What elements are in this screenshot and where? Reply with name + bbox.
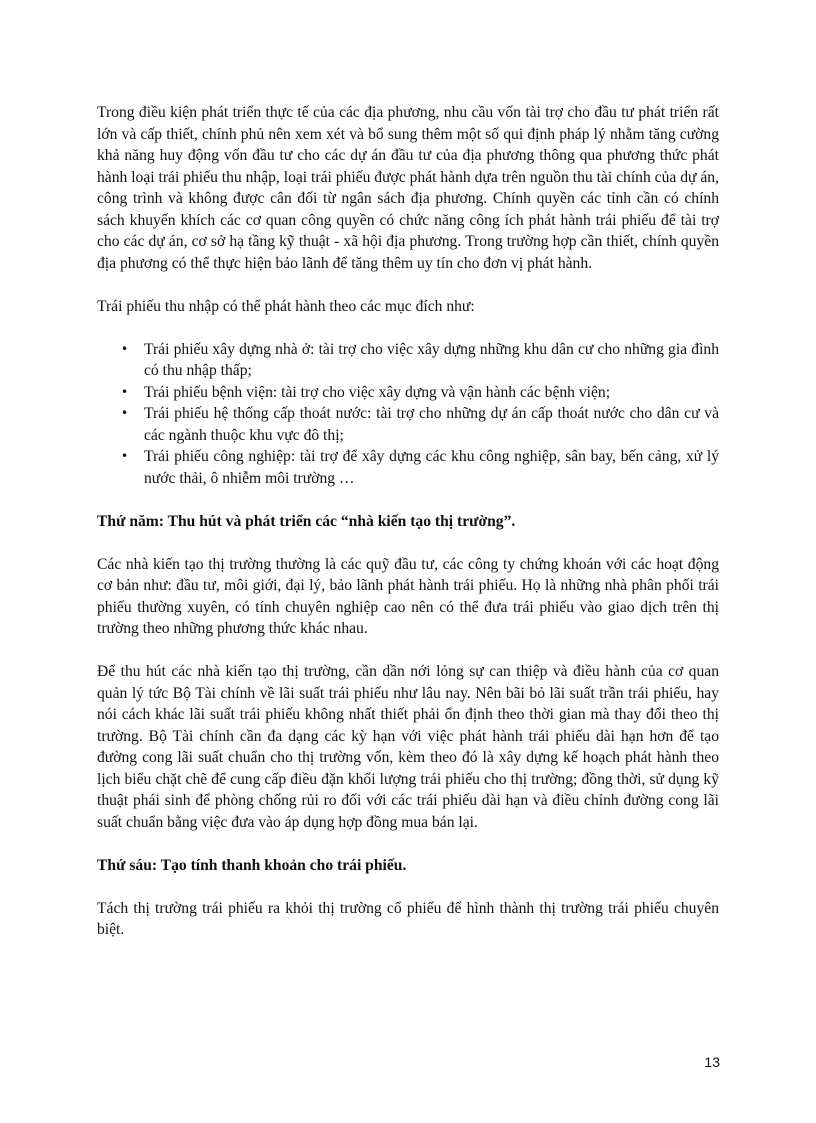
page-content: [97, 102, 719, 941]
paragraph-separate-bond-market: Tách thị trường trái phiếu ra khỏi thị trường cổ phiếu để hình thành thị trường trái phiếu chuyên biệt.: [97, 899, 719, 938]
section-heading-sixth: Thứ sáu: Tạo tính thanh khoản cho trái phiếu.: [97, 856, 407, 874]
paragraph-market-makers: Các nhà kiến tạo thị trường thường là các quỹ đầu tư, các công ty chứng khoán với các hoạt động cơ bản như: đầu tư, môi giới, đại lý, bảo lãnh phát hành trái phiếu. Họ là những nhà phân phối trái phiếu thường xuyên, có tính chuyên nghiệp cao nên có thể đưa trái phiếu vào giao dịch trên thị trường theo những phương thức khác nhau.: [97, 555, 719, 637]
page-number: 13: [704, 1054, 720, 1070]
list-item: • Trái phiếu công nghiệp: tài trợ để xây dựng các khu công nghiệp, sân bay, bến cảng, xử lý nước thải, ô nhiễm môi trường …: [144, 446, 719, 489]
list-item: • Trái phiếu bệnh viện: tài trợ cho việc xây dựng và vận hành các bệnh viện;: [144, 382, 719, 404]
section-heading-fifth: Thứ năm: Thu hút và phát triển các “nhà kiến tạo thị trường”.: [97, 512, 516, 530]
list-item: • Trái phiếu xây dựng nhà ở: tài trợ cho việc xây dựng những khu dân cư cho những gia đình có thu nhập thấp;: [144, 339, 719, 382]
paragraph-revenue-bond-purposes: Trái phiếu thu nhập có thể phát hành theo các mục đích như:: [97, 297, 475, 315]
paragraph-attract-market-makers: Để thu hút các nhà kiến tạo thị trường, cần dần nới lỏng sự can thiệp và điều hành của cơ quan quản lý tức Bộ Tài chính về lãi suất trái phiếu như lâu nay. Nên bãi bỏ lãi suất trần trái phiếu, hay nói cách khác lãi suất trái phiếu không nhất thiết phải ổn định theo thời gian mà thay đổi theo thị trường. Bộ Tài chính cần đa dạng các kỳ hạn với việc phát hành trái phiếu dài hạn hơn để tạo đường cong lãi suất chuẩn cho thị trường vốn, kèm theo đó là xây dựng kế hoạch phát hành theo lịch biểu chặt chẽ để cung cấp điều đặn khối lượng trái phiếu cho thị trường; đồng thời, sử dụng kỹ thuật phái sinh để phòng chống rủi ro đối với các trái phiếu dài hạn và điều chỉnh đường cong lãi suất chuẩn bằng việc đưa vào áp dụng hợp đồng mua bán lại.: [97, 663, 719, 831]
paragraph-revenue-bonds-policy: Trong điều kiện phát triển thực tế của các địa phương, nhu cầu vốn tài trợ cho đầu tư phát triển rất lớn và cấp thiết, chính phủ nên xem xét và bổ sung thêm một số qui định pháp lý nhằm tăng cường khả năng huy động vốn đầu tư cho các dự án đầu tư của địa phương thông qua phương thức phát hành loại trái phiếu thu nhập, loại trái phiếu được phát hành dựa trên nguồn thu tài chính của dự án, công trình và không được cân đối từ ngân sách địa phương. Chính quyền các tỉnh cần có chính sách khuyến khích các cơ quan công quyền có chức năng công ích phát hành trái phiếu để tài trợ cho các dự án, cơ sở hạ tầng kỹ thuật - xã hội địa phương. Trong trường hợp cần thiết, chính quyền địa phương có thể thực hiện bảo lãnh để tăng thêm uy tín cho đơn vị phát hành.: [97, 104, 719, 272]
list-item: • Trái phiếu hệ thống cấp thoát nước: tài trợ cho những dự án cấp thoát nước cho dân cư và các ngành thuộc khu vực đô thị;: [144, 403, 719, 446]
bullet-list-bond-types: [97, 339, 719, 490]
